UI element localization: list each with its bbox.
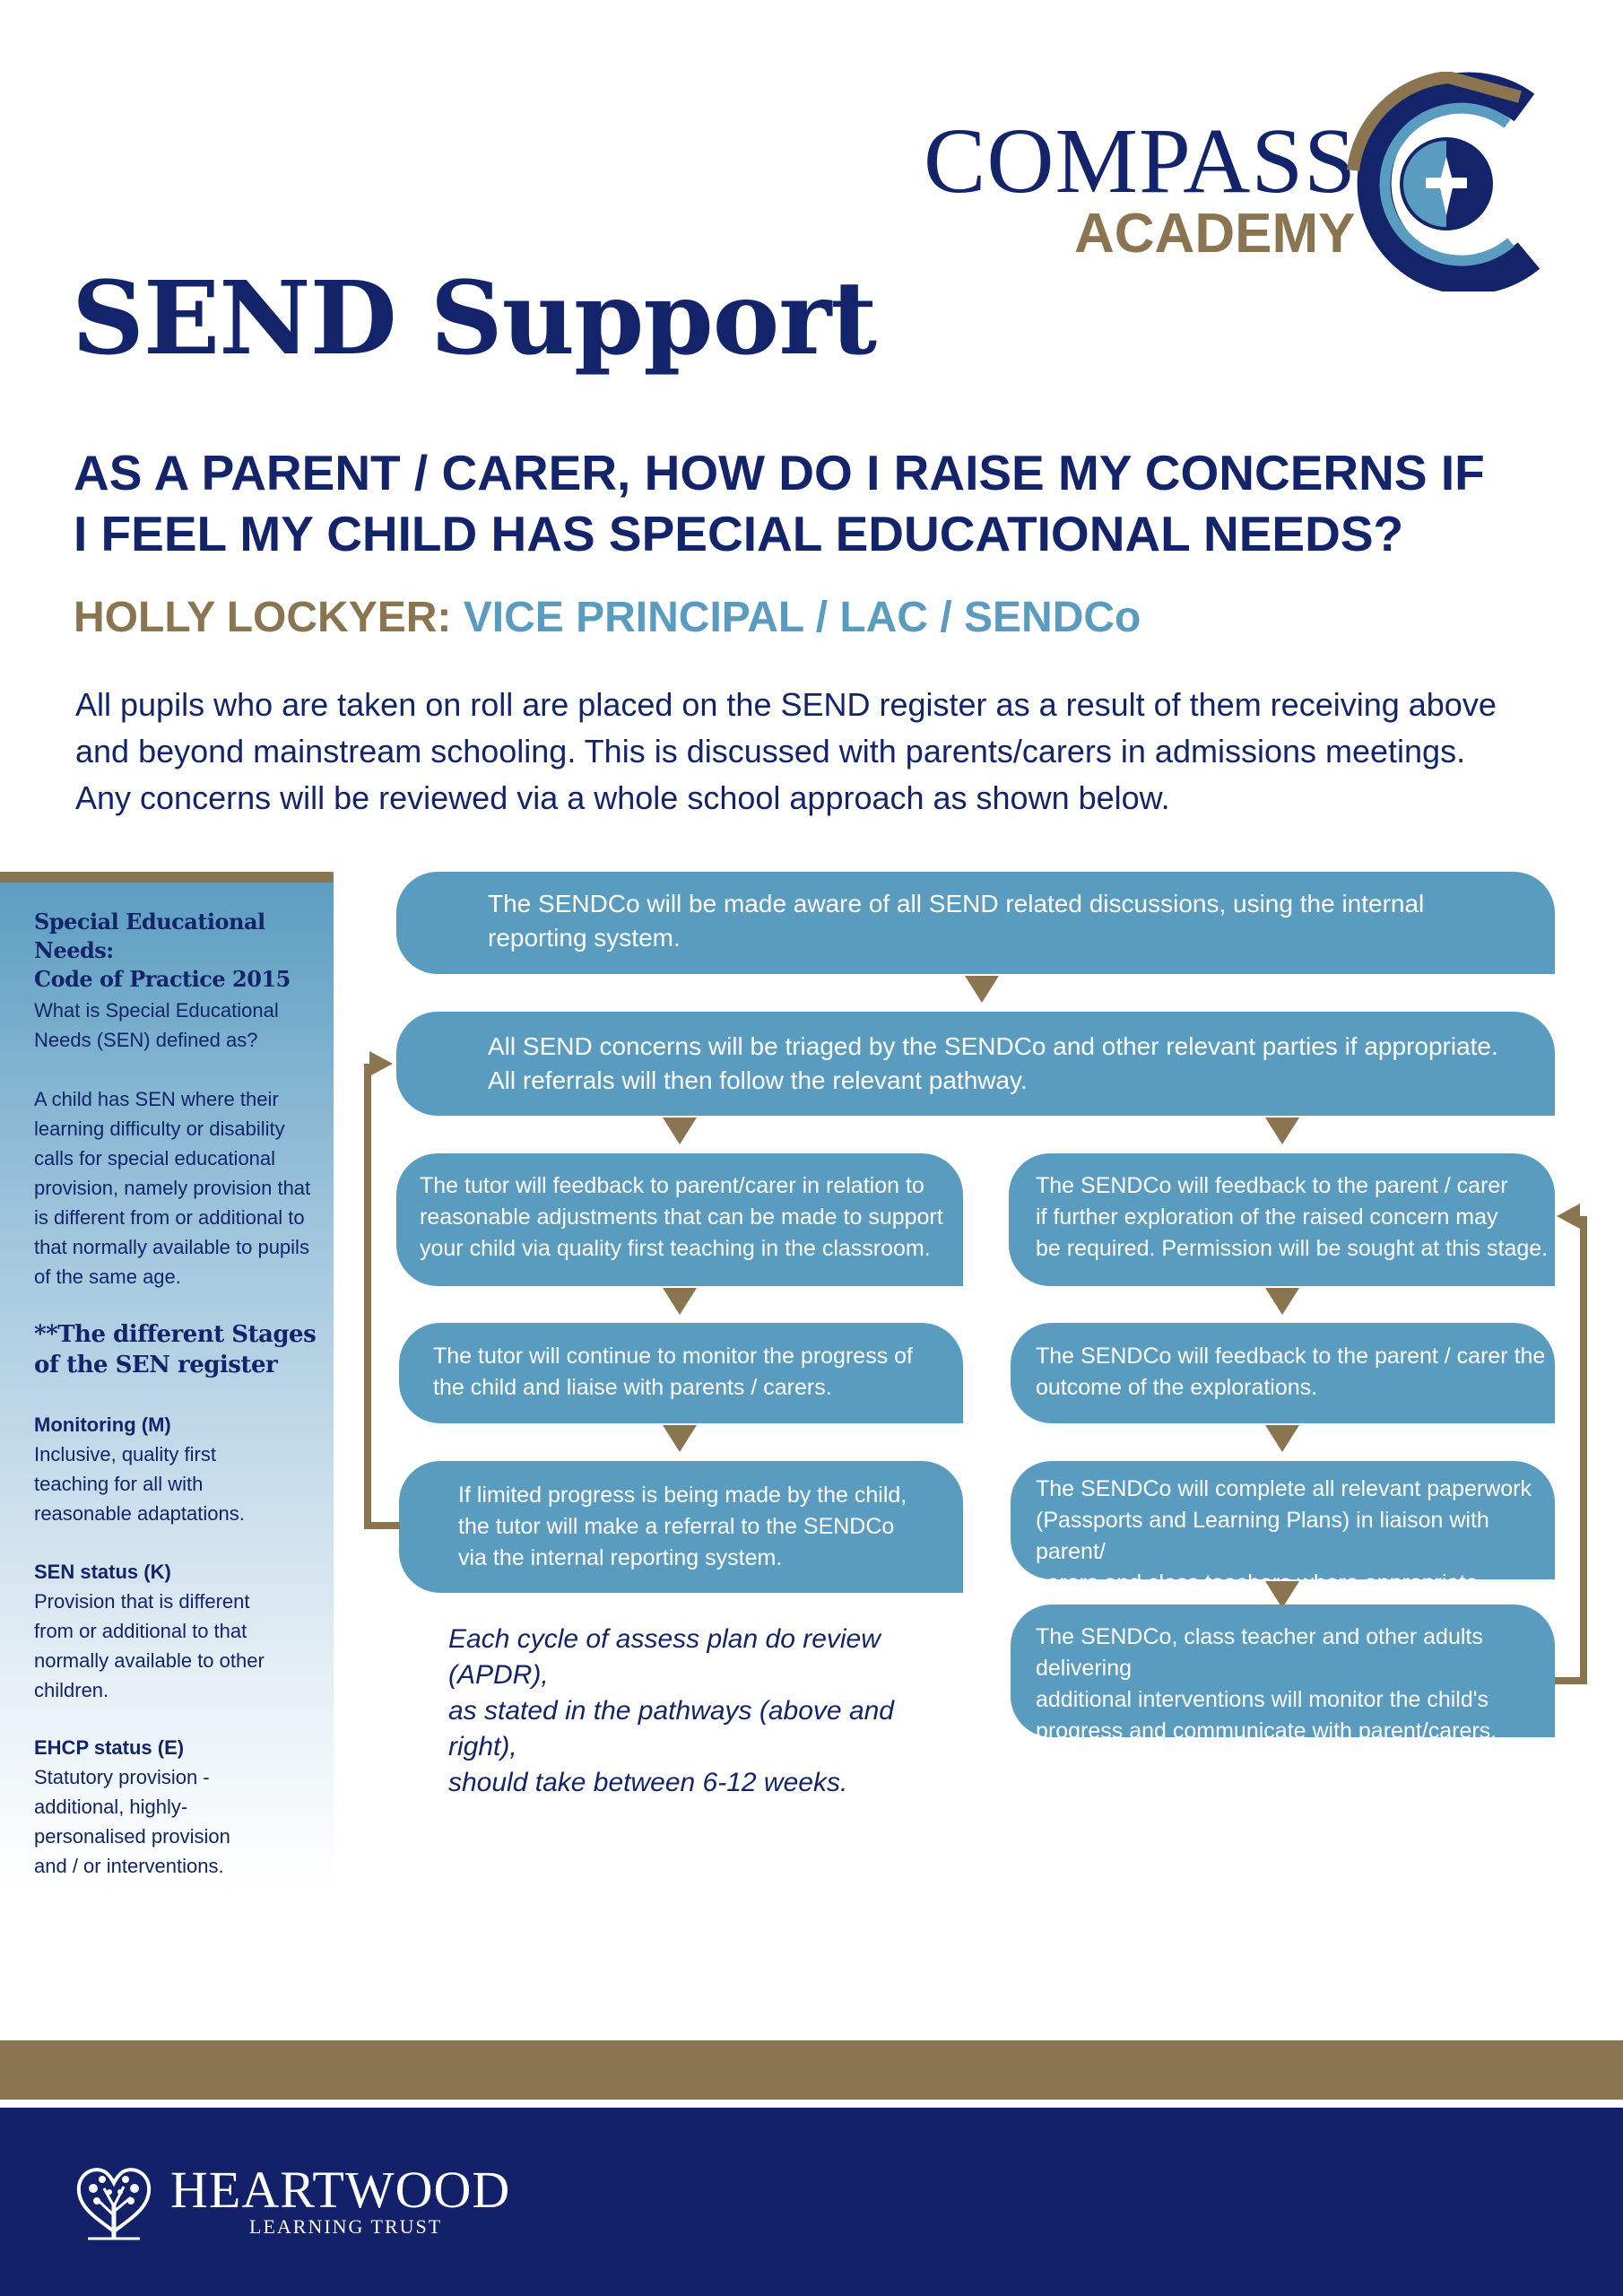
intro-line: and beyond mainstream schooling. This is discussed with parents/carers in admissions meetings. <box>75 733 1466 770</box>
heartwood-logo-name: HEARTWOOD <box>170 2161 511 2219</box>
flow-box-sendco-outcome <box>1011 1323 1555 1423</box>
flow-box-sendco-paperwork <box>1011 1461 1555 1596</box>
byline <box>74 596 1141 639</box>
note-line: Each cycle of assess plan do review (APDR), <box>448 1624 881 1690</box>
flow-box-tutor-referral <box>399 1461 963 1593</box>
flow-box-line: The SENDCo will feedback to the parent / carer the <box>1036 1344 1546 1369</box>
stages-heading <box>34 1319 321 1380</box>
intro-line: All pupils who are taken on roll are placed on the SEND register as a result of them receiving above <box>75 686 1497 723</box>
stage-text-line: teaching for all with <box>34 1473 204 1495</box>
stage-title: EHCP status (E) <box>34 1736 185 1759</box>
stage-text-line: and / or interventions. <box>34 1855 224 1877</box>
intro-paragraph <box>75 682 1510 822</box>
stage-ehcp-status <box>34 1733 321 1881</box>
logo-compass-text: COMPASS <box>924 109 1358 213</box>
sidebar-definition <box>34 1084 321 1292</box>
flow-arrow-down <box>663 1425 697 1452</box>
sidebar-top-bar <box>0 872 334 883</box>
flow-box-line: be required. Permission will be sought at this stage. <box>1036 1236 1549 1261</box>
flow-arrow-down <box>1265 1118 1299 1144</box>
stage-text-line: Inclusive, quality first <box>34 1443 216 1465</box>
stage-text-line: normally available to other <box>34 1649 265 1672</box>
byline-name: HOLLY LOCKYER: <box>74 594 452 641</box>
note-line: should take between 6-12 weeks. <box>448 1768 848 1797</box>
stage-text-line: Provision that is different <box>34 1590 250 1613</box>
flow-box-line: via the internal reporting system. <box>458 1545 783 1570</box>
stage-text-line: reasonable adaptations. <box>34 1502 245 1525</box>
stage-title: Monitoring (M) <box>34 1413 171 1436</box>
flow-box-line: your child via quality first teaching in the classroom. <box>420 1236 931 1261</box>
sidebar-text-line: calls for special educational <box>34 1147 276 1170</box>
stage-text-line: additional, highly- <box>34 1796 188 1818</box>
flow-box-tutor-feedback <box>396 1153 963 1286</box>
loop-connector <box>364 1064 371 1529</box>
stage-monitoring <box>34 1410 321 1528</box>
stage-sen-status <box>34 1557 321 1705</box>
sidebar-text-line: learning difficulty or disability <box>34 1118 285 1140</box>
sidebar-text-line: that normally available to pupils <box>34 1236 309 1258</box>
stage-text-line: Statutory provision - <box>34 1766 210 1788</box>
byline-role: VICE PRINCIPAL / LAC / SENDCo <box>463 594 1141 641</box>
intro-line: Any concerns will be reviewed via a whole school approach as shown below. <box>75 779 1170 816</box>
page-title: SEND Support <box>72 260 877 378</box>
sidebar-heading-line: Code of Practice 2015 <box>34 966 291 992</box>
sidebar-heading-line: Special Educational Needs: <box>34 909 265 963</box>
stages-heading-line: **The different Stages <box>34 1321 317 1348</box>
question-heading <box>74 442 1508 564</box>
sidebar-text-line: provision, namely provision that <box>34 1177 311 1199</box>
stages-heading-line: of the SEN register <box>34 1352 278 1378</box>
flow-box-line: All SEND concerns will be triaged by the SENDCo and other relevant parties if appropriate. <box>488 1032 1498 1060</box>
flow-box-line: reporting system. <box>488 924 681 952</box>
flow-box-sendco-aware <box>396 872 1555 974</box>
flow-box-line: if further exploration of the raised concern may <box>1036 1205 1498 1230</box>
flow-box-line: carers and class teachers where appropriate. <box>1036 1570 1485 1596</box>
sidebar-heading <box>34 908 321 994</box>
question-line: AS A PARENT / CARER, HOW DO I RAISE MY CONCERNS IF <box>74 445 1485 500</box>
flow-box-line: The tutor will feedback to parent/carer in relation to <box>420 1173 924 1198</box>
stage-text-line: from or additional to that <box>34 1620 247 1642</box>
flow-box-line: reasonable adjustments that can be made to support <box>420 1205 943 1230</box>
sidebar-text-line: Needs (SEN) defined as? <box>34 1029 258 1051</box>
apdr-note <box>448 1622 950 1801</box>
loop-connector <box>1580 1216 1587 1684</box>
flow-box-line: the child and liaise with parents / carers. <box>433 1375 832 1400</box>
flow-box-line: The tutor will continue to monitor the progress of <box>433 1344 913 1369</box>
flow-arrow-down <box>663 1288 697 1315</box>
logo-academy-text: ACADEMY <box>1074 203 1356 265</box>
sidebar-text-line: is different from or additional to <box>34 1206 305 1229</box>
flow-box-line: If limited progress is being made by the child, <box>458 1483 907 1508</box>
compass-logo-icon <box>1341 72 1556 291</box>
flow-box-line: outcome of the explorations. <box>1036 1375 1318 1400</box>
flow-box-line: All referrals will then follow the relevant pathway. <box>488 1066 1028 1094</box>
sidebar-text-line: What is Special Educational <box>34 999 279 1022</box>
flow-box-line: (Passports and Learning Plans) in liaison with parent/ <box>1036 1508 1489 1564</box>
sidebar-text-line: of the same age. <box>34 1265 181 1288</box>
sidebar-text-line: A child has SEN where their <box>34 1088 279 1110</box>
question-line: I FEEL MY CHILD HAS SPECIAL EDUCATIONAL NEEDS? <box>74 506 1404 561</box>
loop-arrow-icon <box>369 1051 393 1076</box>
flow-box-line: additional interventions will monitor the child's <box>1036 1687 1489 1712</box>
heartwood-logo-subtitle: LEARNING TRUST <box>249 2215 443 2238</box>
flow-arrow-down <box>1265 1288 1299 1315</box>
note-line: as stated in the pathways (above and right), <box>448 1696 894 1761</box>
flow-arrow-down <box>965 976 999 1003</box>
tree-icon <box>70 2161 158 2242</box>
flow-box-line: The SENDCo will complete all relevant paperwork <box>1036 1476 1532 1501</box>
stage-text-line: children. <box>34 1679 109 1701</box>
flow-box-tutor-monitor <box>399 1323 963 1423</box>
flow-box-line: progress and communicate with parent/carers. <box>1036 1718 1497 1744</box>
flow-box-line: the tutor will make a referral to the SENDCo <box>458 1514 895 1539</box>
flow-box-line: The SENDCo, class teacher and other adults delivering <box>1036 1624 1483 1681</box>
stage-title: SEN status (K) <box>34 1561 171 1583</box>
flow-box-triage <box>396 1012 1555 1116</box>
footer-gold-band <box>0 2040 1623 2100</box>
loop-arrow-icon <box>1557 1204 1580 1229</box>
flow-box-sendco-feedback <box>1009 1153 1555 1286</box>
flow-arrow-down <box>1265 1425 1299 1452</box>
flow-box-sendco-monitor <box>1011 1605 1555 1744</box>
flow-arrow-down <box>663 1118 697 1144</box>
flow-box-line: The SENDCo will be made aware of all SEND related discussions, using the internal <box>488 890 1425 918</box>
stage-text-line: personalised provision <box>34 1825 230 1848</box>
sidebar-question <box>34 996 321 1055</box>
flow-box-line: The SENDCo will feedback to the parent / carer <box>1036 1173 1508 1198</box>
